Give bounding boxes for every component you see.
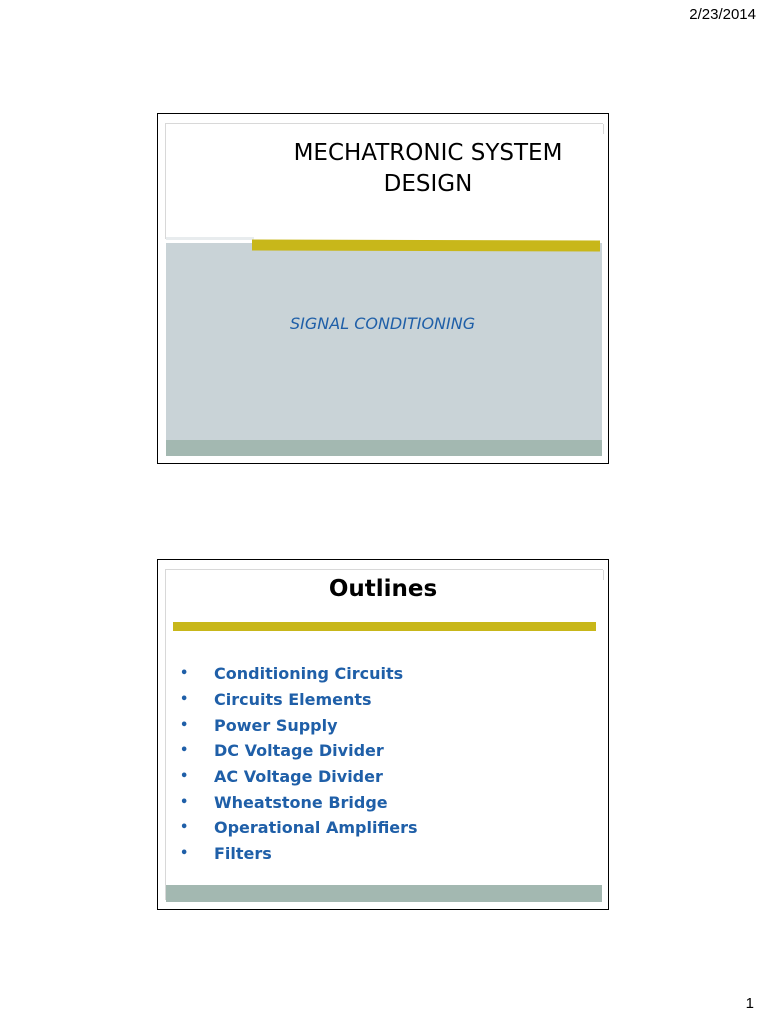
outline-item — [180, 815, 418, 841]
outline-list — [180, 661, 418, 867]
divider-line — [166, 237, 254, 240]
outline-item-label: Conditioning Circuits — [214, 664, 404, 684]
accent-bar — [252, 240, 600, 252]
bullet: • — [180, 794, 189, 810]
bullet: • — [180, 820, 189, 836]
bullet: • — [180, 846, 189, 862]
bullet: • — [180, 692, 189, 708]
outline-item — [180, 841, 418, 867]
slide-footer-strip — [166, 440, 602, 456]
bullet: • — [180, 769, 189, 785]
outline-item-label: Circuits Elements — [214, 690, 372, 710]
slide-footer-strip — [166, 885, 602, 902]
slide-subtitle-panel — [166, 243, 602, 456]
outline-item-label: DC Voltage Divider — [214, 741, 384, 761]
slide-heading: Outlines — [328, 576, 438, 602]
outline-item — [180, 764, 418, 790]
slide-outlines — [157, 559, 609, 910]
page-number: 1 — [745, 995, 754, 1012]
slide-title — [157, 113, 609, 464]
outline-item — [180, 712, 418, 738]
bullet: • — [180, 743, 189, 759]
bullet: • — [180, 717, 189, 733]
slide-title-line-2: DESIGN — [383, 171, 473, 197]
outline-item-label: Power Supply — [214, 715, 338, 735]
print-date: 2/23/2014 — [689, 6, 756, 23]
slide-title-heading — [263, 138, 593, 200]
accent-bar — [173, 622, 596, 631]
outline-item-label: Operational Amplifiers — [214, 818, 418, 838]
outline-item — [180, 661, 418, 687]
outline-item — [180, 687, 418, 713]
outline-item-label: Filters — [214, 844, 272, 864]
bullet: • — [180, 666, 189, 682]
outline-item-label: AC Voltage Divider — [214, 767, 383, 787]
slide-subtitle: SIGNAL CONDITIONING — [290, 314, 476, 333]
outline-item — [180, 789, 418, 815]
outline-item — [180, 738, 418, 764]
slide-title-line-1: MECHATRONIC SYSTEM — [293, 140, 563, 166]
outline-item-label: Wheatstone Bridge — [214, 792, 388, 812]
